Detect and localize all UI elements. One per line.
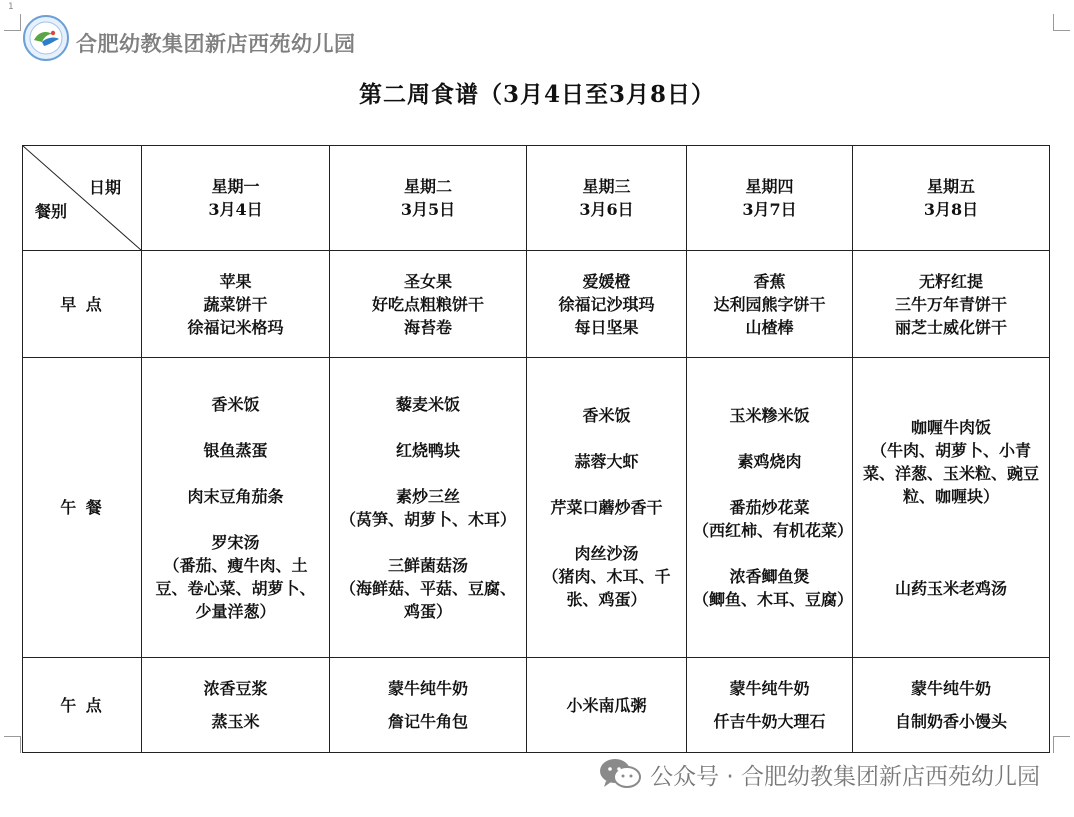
breakfast-cell-mon xyxy=(142,251,330,358)
menu-item: 每日坚果 xyxy=(574,317,639,337)
menu-item: 好吃点粗粮饼干 xyxy=(371,294,484,314)
menu-item: 达利园熊字饼干 xyxy=(713,294,826,314)
day-date: 3月4日 xyxy=(208,200,263,219)
row-label-breakfast: 早 点 xyxy=(23,251,142,358)
menu-item: 三牛万年青饼干 xyxy=(894,294,1007,314)
crop-mark-bottom-right xyxy=(1053,736,1070,753)
menu-item: 仟吉牛奶大理石 xyxy=(713,712,826,731)
ingredient-note: （番茄、瘦牛肉、土豆、卷心菜、胡萝卜、少量洋葱） xyxy=(155,555,316,621)
ingredient-note: （牛肉、胡萝卜、小青菜、洋葱、玉米粒、豌豆粒、咖喱块） xyxy=(862,440,1039,506)
menu-item: 蒙牛纯牛奶 xyxy=(729,679,810,698)
wechat-watermark xyxy=(598,757,1040,791)
afternoon-cell-fri xyxy=(853,658,1050,753)
day-header-fri xyxy=(853,146,1050,251)
menu-table xyxy=(22,145,1050,753)
menu-item: 藜麦米饭 xyxy=(395,394,460,414)
menu-item: 詹记牛角包 xyxy=(387,712,468,731)
menu-item: 三鲜菌菇汤 xyxy=(387,555,468,575)
lunch-cell-wed xyxy=(527,358,687,658)
lunch-cell-thu xyxy=(687,358,853,658)
row-label-afternoon: 午 点 xyxy=(23,658,142,753)
document-header xyxy=(22,14,356,62)
menu-item: 自制奶香小馒头 xyxy=(894,712,1007,731)
menu-item: 海苔卷 xyxy=(403,317,452,337)
breakfast-cell-fri xyxy=(853,251,1050,358)
school-name: 合肥幼教集团新店西苑幼儿园 xyxy=(76,32,356,56)
menu-item: 蔬菜饼干 xyxy=(203,294,268,314)
day-header-wed xyxy=(527,146,687,251)
menu-item: 徐福记米格玛 xyxy=(187,317,284,337)
day-header-tue xyxy=(330,146,527,251)
day-date: 3月7日 xyxy=(742,200,797,219)
page-title: 第二周食谱（3月4日至3月8日） xyxy=(358,81,715,108)
menu-item: 丽芝士威化饼干 xyxy=(894,317,1007,337)
lunch-cell-tue xyxy=(330,358,527,658)
lunch-cell-mon xyxy=(142,358,330,658)
ingredient-note: （鲫鱼、木耳、豆腐） xyxy=(693,590,854,609)
day-name: 星期四 xyxy=(745,177,794,196)
day-name: 星期一 xyxy=(211,177,260,196)
menu-item: 红烧鸭块 xyxy=(395,440,460,460)
school-logo-icon xyxy=(22,14,70,62)
menu-item: 蒜蓉大虾 xyxy=(574,452,639,471)
crop-mark-bottom-left xyxy=(4,736,21,753)
breakfast-cell-wed xyxy=(527,251,687,358)
menu-item: 蒙牛纯牛奶 xyxy=(387,679,468,698)
menu-item: 浓香豆浆 xyxy=(203,679,268,698)
menu-item: 咖喱牛肉饭 xyxy=(910,417,991,437)
header-row xyxy=(23,146,1050,251)
corner-header-cell xyxy=(23,146,142,251)
menu-item: 圣女果 xyxy=(403,271,452,291)
menu-item: 银鱼蒸蛋 xyxy=(203,440,268,460)
day-date: 3月6日 xyxy=(579,200,634,219)
watermark-text: 公众号 · 合肥幼教集团新店西苑幼儿园 xyxy=(650,763,1040,790)
menu-item: 无籽红提 xyxy=(918,271,983,291)
menu-item: 小米南瓜粥 xyxy=(566,695,647,715)
menu-item: 山楂棒 xyxy=(745,317,794,337)
menu-item: 素炒三丝 xyxy=(395,486,460,506)
menu-item: 香米饭 xyxy=(211,394,260,414)
day-header-mon xyxy=(142,146,330,251)
afternoon-snack-row xyxy=(23,658,1050,753)
menu-item: 徐福记沙琪玛 xyxy=(558,294,655,314)
afternoon-cell-mon xyxy=(142,658,330,753)
menu-item: 山药玉米老鸡汤 xyxy=(894,578,1007,598)
wechat-icon xyxy=(598,757,642,791)
date-axis-label: 日期 xyxy=(88,178,121,197)
page-number: 1 xyxy=(8,2,14,12)
ingredient-note: （海鲜菇、平菇、豆腐、鸡蛋） xyxy=(339,578,516,621)
diagonal-line xyxy=(23,146,141,250)
ingredient-note: （莴笋、胡萝卜、木耳） xyxy=(339,509,516,529)
meal-axis-label: 餐别 xyxy=(35,202,68,221)
afternoon-cell-thu xyxy=(687,658,853,753)
menu-item: 香蕉 xyxy=(753,271,786,291)
menu-item: 肉丝沙汤 xyxy=(574,544,639,563)
ingredient-note: （猪肉、木耳、千张、鸡蛋） xyxy=(542,567,671,609)
menu-item: 番茄炒花菜 xyxy=(729,498,810,517)
menu-item: 蒸玉米 xyxy=(211,712,260,731)
crop-mark-top-right xyxy=(1053,14,1070,31)
menu-item: 蒙牛纯牛奶 xyxy=(910,679,991,698)
menu-item: 苹果 xyxy=(219,271,252,291)
menu-item: 肉末豆角茄条 xyxy=(187,486,284,506)
lunch-row xyxy=(23,358,1050,658)
day-name: 星期三 xyxy=(582,177,631,196)
menu-item: 香米饭 xyxy=(582,406,631,425)
menu-item: 芹菜口蘑炒香干 xyxy=(550,498,663,517)
breakfast-cell-thu xyxy=(687,251,853,358)
day-name: 星期五 xyxy=(926,177,975,196)
menu-item: 罗宋汤 xyxy=(211,532,260,552)
menu-item: 素鸡烧肉 xyxy=(737,452,802,471)
day-name: 星期二 xyxy=(403,177,452,196)
day-date: 3月8日 xyxy=(923,200,979,219)
day-date: 3月5日 xyxy=(400,200,456,219)
menu-item: 浓香鲫鱼煲 xyxy=(729,567,810,586)
ingredient-note: （西红柿、有机花菜） xyxy=(693,521,854,540)
lunch-cell-fri xyxy=(853,358,1050,658)
breakfast-cell-tue xyxy=(330,251,527,358)
menu-item: 爱媛橙 xyxy=(582,271,631,291)
menu-item: 玉米糁米饭 xyxy=(729,406,810,425)
day-header-thu xyxy=(687,146,853,251)
afternoon-cell-tue xyxy=(330,658,527,753)
breakfast-row xyxy=(23,251,1050,358)
row-label-lunch: 午 餐 xyxy=(23,358,142,658)
crop-mark-top-left xyxy=(4,14,21,31)
afternoon-cell-wed xyxy=(527,658,687,753)
